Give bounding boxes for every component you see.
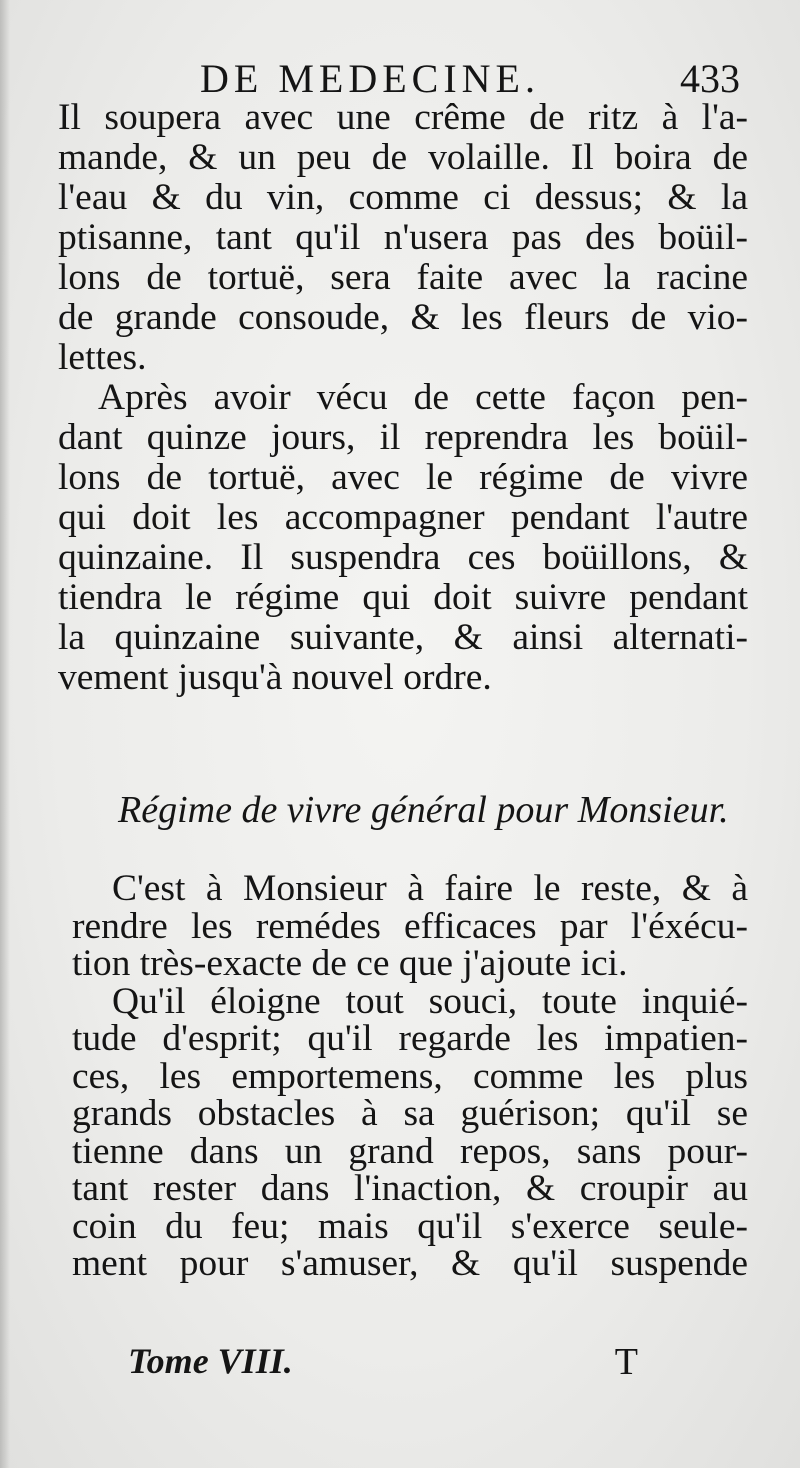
body-text-lower — [72, 870, 748, 1283]
text-line: mande, & un peu de volaille. Il boira de — [58, 137, 748, 178]
signature-mark: T — [614, 1341, 638, 1383]
text-line: vement jusqu'à nouvel ordre. — [58, 657, 492, 698]
page-edge-shadow — [0, 0, 10, 1468]
text-line: qui doit les accompagner pendant l'autre — [58, 497, 748, 538]
text-line: dant quinze jours, il reprendra les boüil- — [58, 417, 748, 458]
text-line: tude d'esprit; qu'il regarde les impatien- — [72, 1018, 748, 1059]
text-line: tiendra le régime qui doit suivre pendant — [58, 577, 748, 618]
text-line: grands obstacles à sa guérison; qu'il se — [72, 1093, 748, 1134]
text-line: de grande consoude, & les fleurs de vio- — [58, 297, 748, 338]
running-title: DE MEDECINE. — [200, 56, 540, 101]
text-line: tion très-exacte de ce que j'ajoute ici. — [72, 943, 628, 984]
body-text-upper — [58, 98, 748, 698]
text-line: Après avoir vécu de cette façon pen- — [98, 377, 748, 418]
text-line: coin du feu; mais qu'il s'exerce seule- — [72, 1205, 748, 1247]
text-line: tienne dans un grand repos, sans pour- — [72, 1130, 748, 1172]
section-heading: Régime de vivre général pour Monsieur. — [118, 789, 729, 831]
text-line: Il soupera avec une crême de ritz à l'a- — [58, 97, 748, 138]
page-number: 433 — [680, 56, 740, 101]
text-line: lettes. — [58, 337, 147, 378]
text-line: la quinzaine suivante, & ainsi alternati- — [58, 617, 748, 658]
text-line: l'eau & du vin, comme ci dessus; & la — [58, 177, 748, 218]
text-line: ptisanne, tant qu'il n'usera pas des boüil- — [58, 217, 748, 258]
text-line: tant rester dans l'inaction, & croupir au — [72, 1168, 748, 1209]
text-line: rendre les remédes efficaces par l'éxécu- — [72, 905, 748, 947]
text-line: ment pour s'amuser, & qu'il suspende — [72, 1243, 748, 1284]
text-line: lons de tortuë, sera faite avec la racine — [58, 257, 748, 298]
page-footer — [128, 1340, 638, 1390]
text-line: lons de tortuë, avec le régime de vivre — [58, 457, 748, 498]
text-line: ces, les emportemens, comme les plus — [72, 1055, 748, 1097]
text-line: quinzaine. Il suspendra ces boüillons, & — [58, 537, 748, 578]
text-line: Qu'il éloigne tout souci, toute inquié- — [112, 980, 748, 1022]
text-line: C'est à Monsieur à faire le reste, & à — [112, 868, 748, 909]
volume-label: Tome VIII. — [128, 1341, 293, 1381]
